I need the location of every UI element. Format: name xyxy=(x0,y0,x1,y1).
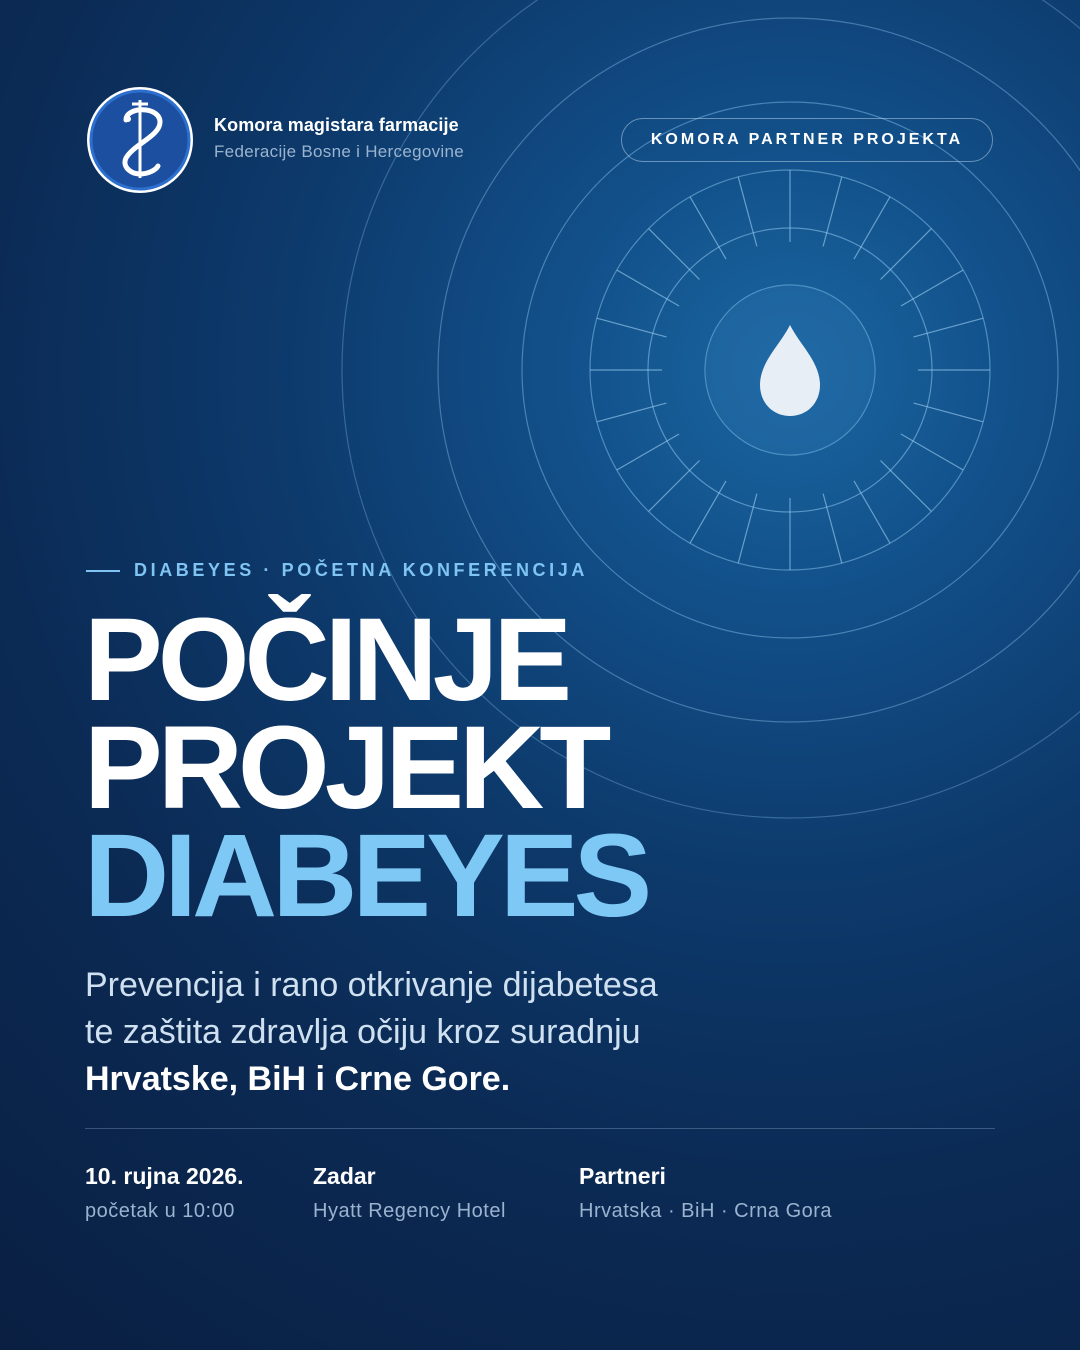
description-line-3 xyxy=(85,1056,845,1103)
info-partners xyxy=(579,1163,832,1223)
radial-tick xyxy=(914,318,984,337)
radial-tick xyxy=(597,318,667,337)
radial-tick xyxy=(914,403,984,422)
eyebrow xyxy=(86,560,588,581)
radial-tick xyxy=(901,270,963,306)
description-highlight: Hrvatske, BiH i Crne Gore xyxy=(85,1060,501,1098)
radial-tick xyxy=(823,177,842,247)
radial-tick xyxy=(649,229,700,280)
description xyxy=(85,962,845,1103)
info-date-subtitle: početak u 10:00 xyxy=(85,1200,235,1222)
org-info xyxy=(214,115,464,162)
info-location-title: Zadar xyxy=(313,1163,376,1189)
radial-tick xyxy=(690,197,726,259)
headline-line-1: POČINJE xyxy=(84,594,568,726)
radial-tick xyxy=(881,461,932,512)
divider xyxy=(85,1128,995,1129)
info-partners-subtitle: Hrvatska · BiH · Crna Gora xyxy=(579,1200,833,1222)
radial-tick xyxy=(854,197,890,259)
info-date xyxy=(85,1163,244,1223)
radial-tick xyxy=(901,434,963,470)
headline xyxy=(84,594,648,942)
headline-line-3: DIABEYES xyxy=(84,810,648,942)
description-line-2: te zaštita zdravlja očiju kroz suradnju xyxy=(85,1013,641,1051)
radial-tick xyxy=(690,481,726,543)
radial-tick xyxy=(617,434,679,470)
pharmacy-snake-logo-icon xyxy=(86,86,194,194)
radial-tick xyxy=(738,494,757,564)
info-location-subtitle: Hyatt Regency Hotel xyxy=(313,1200,506,1222)
radial-tick xyxy=(649,461,700,512)
description-line-1: Prevencija i rano otkrivanje dijabetesa xyxy=(85,966,658,1004)
org-name: Komora magistara farmacije xyxy=(214,115,459,135)
radial-tick xyxy=(881,229,932,280)
description-suffix: . xyxy=(500,1060,511,1098)
info-date-title: 10. rujna 2026. xyxy=(85,1163,244,1189)
eyebrow-label: DIABEYES · POČETNA KONFERENCIJA xyxy=(134,560,588,580)
radial-tick xyxy=(854,481,890,543)
radial-tick xyxy=(823,494,842,564)
partner-badge: KOMORA PARTNER PROJEKTA xyxy=(621,118,993,162)
headline-line-2: PROJEKT xyxy=(84,702,607,834)
eyebrow-rule xyxy=(86,570,120,572)
info-partners-title: Partneri xyxy=(579,1163,666,1189)
radial-tick xyxy=(617,270,679,306)
info-location xyxy=(313,1163,506,1223)
radial-tick xyxy=(597,403,667,422)
org-subtitle: Federacije Bosne i Hercegovine xyxy=(214,142,464,161)
radial-tick xyxy=(738,177,757,247)
